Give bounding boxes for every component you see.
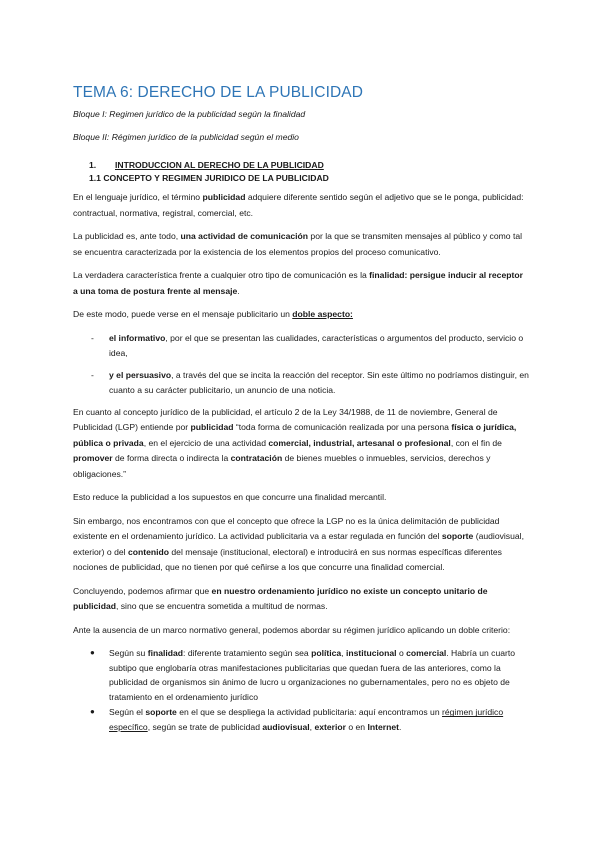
list-item: - el informativo, por el que se presentan las cualidades, características o argumentos del producto, servicio o idea,	[91, 332, 524, 358]
subsection-heading-1-1: 1.1 CONCEPTO Y REGIMEN JURIDICO DE LA PUBLICIDAD	[89, 173, 329, 183]
aspect-list	[73, 331, 529, 398]
paragraph-8: Concluyendo, podemos afirmar que en nuestro ordenamiento jurídico no existe un concepto unitario de publicidad, sino que se encuentra sometida a multitud de normas.	[73, 585, 488, 611]
list-item: - y el persuasivo, a través del que se incita la reacción del receptor. Sin este último no podríamos distinguir, en cuanto a su carácter publicitario, un anuncio de una noticia.	[91, 369, 529, 395]
bullet-icon: ●	[90, 707, 95, 717]
bloque-1: Bloque I: Regimen jurídico de la publicidad según la finalidad	[73, 109, 306, 119]
paragraph-6: Esto reduce la publicidad a los supuestos en que concurre una finalidad mercantil.	[73, 492, 387, 502]
paragraph-2: La publicidad es, ante todo, una actividad de comunicación por la que se transmiten mensajes al público y como tal se encuentra caracterizada por la existencia de los elementos propios del proceso comunicativo.	[73, 231, 523, 257]
paragraph-7: Sin embargo, nos encontramos con que el concepto que ofrece la LGP no es la única delimitación de publicidad existente en el ordenamiento jurídico. La actividad publicitaria va a estar regulada en función del soporte (audiovisual, exterior) o del contenido del mensaje (institucional, electoral) e introducirá en sus normas específicas diferentes nociones de publicidad, que no tienen por qué ceñirse a los que concurre una finalidad comercial.	[73, 515, 524, 572]
paragraph-1: En el lenguaje jurídico, el término publicidad adquiere diferente sentido según el adjetivo que se le ponga, publicidad: contractual, normativa, registral, comercial, etc.	[73, 192, 524, 218]
page-title: TEMA 6: DERECHO DE LA PUBLICIDAD	[73, 84, 364, 101]
bullet-icon: ●	[90, 648, 95, 657]
bloque-2: Bloque II: Régimen jurídico de la publicidad según el medio	[73, 132, 299, 142]
list-item: ● Según el soporte en el que se despliega la actividad publicitaria: aquí encontramos un régimen jurídico específico, según se trate de publicidad audiovisual, exterior o en Internet.	[90, 707, 504, 732]
section-title: INTRODUCCION AL DERECHO DE LA PUBLICIDAD	[115, 160, 324, 170]
document-content	[73, 84, 529, 736]
paragraph-5: En cuanto al concepto jurídico de la publicidad, el artículo 2 de la Ley 34/1988, de 11 de noviembre, General de Publicidad (LGP) entiende por publicidad “toda forma de comunicación realizada por una persona física o jurídica, pública o privada, en el ejercicio de una actividad comercial, industrial, artesanal o profesional, con el fin de promover de forma directa o indirecta la contratación de bienes muebles o inmuebles, servicios, derechos y obligaciones.”	[73, 406, 517, 479]
paragraph-4: De este modo, puede verse en el mensaje publicitario un doble aspecto:	[73, 309, 353, 319]
section-number: 1.	[89, 160, 97, 170]
section-heading-1	[89, 160, 529, 171]
paragraph-3: La verdadera característica frente a cualquier otro tipo de comunicación es la finalidad: persigue inducir al receptor a una toma de postura frente al mensaje.	[73, 270, 523, 296]
paragraph-9: Ante la ausencia de un marco normativo general, podemos abordar su régimen jurídico aplicando un doble criterio:	[73, 624, 511, 635]
list-item: ● Según su finalidad: diferente tratamiento según sea política, institucional o comercial. Habría un cuarto subtipo que englobaría otras manifestaciones publicitarias que quedan fuera de las anteriores, como la publicidad de organismos sin ánimo de lucro u organizaciones no gubernamentales, pero no es objeto de tratamiento en el ordenamiento jurídico	[90, 648, 516, 702]
criteria-list	[73, 646, 529, 735]
